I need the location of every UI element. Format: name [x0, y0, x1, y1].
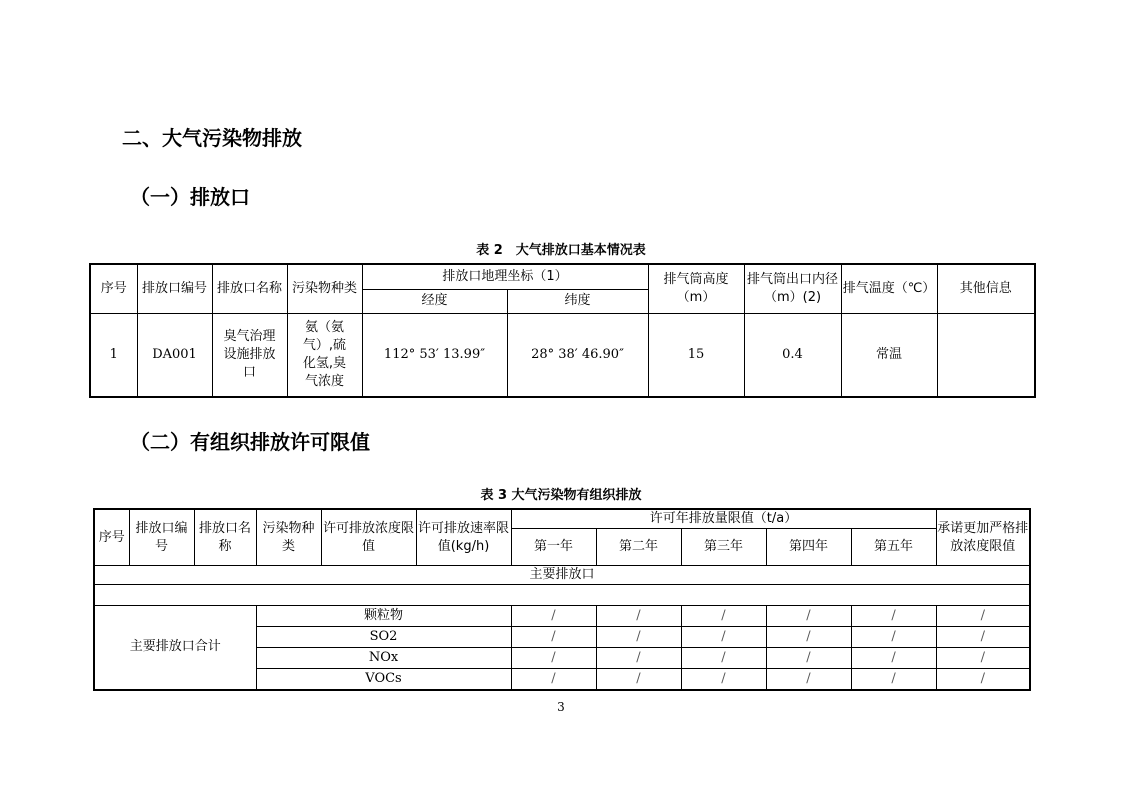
cell-pollutant: 氨（氨气）,硫化氢,臭气浓度 — [287, 313, 362, 397]
total-value: / — [681, 627, 766, 648]
cell-diameter: 0.4 — [744, 313, 841, 397]
table-row — [94, 606, 1030, 627]
total-value: / — [596, 627, 681, 648]
total-value: / — [851, 627, 936, 648]
total-pollutant: SO2 — [256, 627, 511, 648]
header-outlet-name: 排放口名称 — [212, 264, 287, 313]
total-pollutant: NOx — [256, 648, 511, 669]
header-rate-limit: 许可排放速率限值(kg/h) — [416, 509, 511, 566]
table-row — [90, 313, 1035, 397]
table2-caption: 表 3 大气污染物有组织排放 — [480, 488, 642, 503]
total-value: / — [766, 627, 851, 648]
header-outlet-code: 排放口编号 — [129, 509, 194, 566]
total-pollutant: 颗粒物 — [256, 606, 511, 627]
header-year-1: 第一年 — [511, 529, 596, 566]
page-number: 3 — [557, 700, 565, 714]
subsection-heading-limits: （二）有组织排放许可限值 — [130, 430, 370, 454]
header-year-2: 第二年 — [596, 529, 681, 566]
total-value: / — [936, 648, 1030, 669]
total-value: / — [681, 648, 766, 669]
header-diameter: 排气筒出口内径（m）(2) — [744, 264, 841, 313]
total-value: / — [681, 669, 766, 690]
total-value: / — [511, 627, 596, 648]
cell-height: 15 — [648, 313, 744, 397]
header-year-5: 第五年 — [851, 529, 936, 566]
cell-other — [937, 313, 1035, 397]
organized-emission-table — [93, 508, 1031, 691]
total-value: / — [851, 606, 936, 627]
total-value: / — [681, 606, 766, 627]
total-value: / — [511, 648, 596, 669]
total-value: / — [766, 606, 851, 627]
header-year-3: 第三年 — [681, 529, 766, 566]
outlet-basic-info-table — [89, 263, 1036, 398]
header-coords: 排放口地理坐标（1） — [362, 264, 648, 289]
header-year-4: 第四年 — [766, 529, 851, 566]
header-conc-limit: 许可排放浓度限值 — [321, 509, 416, 566]
section-heading: 二、大气污染物排放 — [122, 126, 302, 150]
header-no: 序号 — [90, 264, 137, 313]
total-value: / — [511, 606, 596, 627]
cell-lat: 28° 38′ 46.90″ — [507, 313, 648, 397]
total-label: 主要排放口合计 — [94, 606, 256, 690]
cell-no: 1 — [90, 313, 137, 397]
total-value: / — [596, 669, 681, 690]
header-pollutant: 污染物种类 — [287, 264, 362, 313]
header-outlet-name: 排放口名称 — [194, 509, 256, 566]
header-lat: 纬度 — [507, 289, 648, 313]
header-annual-limit: 许可年排放量限值（t/a） — [511, 509, 936, 529]
total-value: / — [936, 627, 1030, 648]
total-value: / — [766, 669, 851, 690]
header-height: 排气筒高度（m） — [648, 264, 744, 313]
total-value: / — [936, 606, 1030, 627]
total-value: / — [851, 648, 936, 669]
total-value: / — [511, 669, 596, 690]
header-stricter-limit: 承诺更加严格排放浓度限值 — [936, 509, 1030, 566]
header-lon: 经度 — [362, 289, 507, 313]
total-pollutant: VOCs — [256, 669, 511, 690]
cell-outlet-name: 臭气治理设施排放口 — [212, 313, 287, 397]
header-other: 其他信息 — [937, 264, 1035, 313]
section-row-main-outlets: 主要排放口 — [94, 566, 1030, 585]
table1-caption: 表 2 大气排放口基本情况表 — [476, 243, 646, 258]
header-outlet-code: 排放口编号 — [137, 264, 212, 313]
header-pollutant: 污染物种类 — [256, 509, 321, 566]
cell-outlet-code: DA001 — [137, 313, 212, 397]
subsection-heading-outlets: （一）排放口 — [130, 185, 250, 209]
total-value: / — [936, 669, 1030, 690]
total-value: / — [766, 648, 851, 669]
cell-lon: 112° 53′ 13.99″ — [362, 313, 507, 397]
header-temp: 排气温度（℃） — [841, 264, 937, 313]
total-value: / — [596, 606, 681, 627]
header-no: 序号 — [94, 509, 129, 566]
total-value: / — [851, 669, 936, 690]
empty-row — [94, 585, 1030, 606]
total-value: / — [596, 648, 681, 669]
cell-temp: 常温 — [841, 313, 937, 397]
